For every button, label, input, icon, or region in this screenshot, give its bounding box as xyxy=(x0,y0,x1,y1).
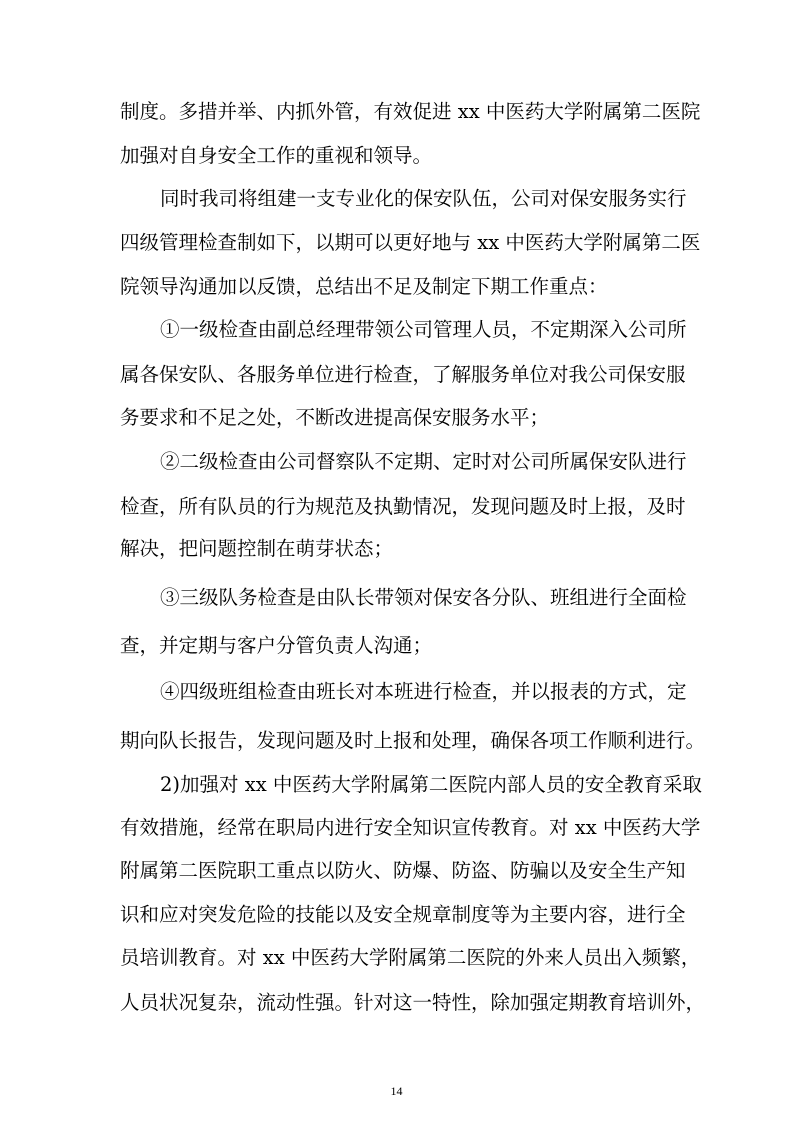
text-line: 院领导沟通加以反馈，总结出不足及制定下期工作重点： xyxy=(120,275,608,298)
text-line: 查，并定期与客户分管负责人沟通； xyxy=(120,634,433,657)
text-line: 制度。多措并举、内抓外管，有效促进 xx 中医药大学附属第二医院 xyxy=(120,100,701,123)
text-line: 加强对自身安全工作的重视和领导。 xyxy=(120,144,433,167)
text-line: ②二级检查由公司督察队不定期、定时对公司所属保安队进行 xyxy=(160,450,687,473)
text-line: 属各保安队、各服务单位进行检查，了解服务单位对我公司保安服 xyxy=(120,363,686,386)
text-line: 人员状况复杂，流动性强。针对这一特性，除加强定期教育培训外， xyxy=(120,991,706,1014)
text-line: 解决，把问题控制在萌芽状态； xyxy=(120,537,394,560)
text-line: 同时我司将组建一支专业化的保安队伍，公司对保安服务实行 xyxy=(160,187,687,210)
text-line: 附属第二医院职工重点以防火、防爆、防盗、防骗以及安全生产知 xyxy=(120,859,686,882)
text-line: ①一级检查由副总经理带领公司管理人员，不定期深入公司所 xyxy=(160,318,687,341)
text-line: 员培训教育。对 xx 中医药大学附属第二医院的外来人员出入频繁， xyxy=(120,946,701,969)
text-line: 四级管理检查制如下，以期可以更好地与 xx 中医药大学附属第二医 xyxy=(120,231,701,254)
text-line: 有效措施，经常在职局内进行安全知识宣传教育。对 xx 中医药大学 xyxy=(120,816,701,839)
text-line: 检查，所有队员的行为规范及执勤情况，发现问题及时上报，及时 xyxy=(120,495,686,518)
text-line: ④四级班组检查由班长对本班进行检查，并以报表的方式，定 xyxy=(160,680,687,703)
text-line: ③三级队务检查是由队长带领对保安各分队、班组进行全面检 xyxy=(160,586,687,609)
page-number: 14 xyxy=(390,1084,403,1098)
text-line: 识和应对突发危险的技能以及安全规章制度等为主要内容，进行全 xyxy=(120,903,686,926)
text-line: 2)加强对 xx 中医药大学附属第二医院内部人员的安全教育采取 xyxy=(160,773,702,796)
text-line: 务要求和不足之处，不断改进提高保安服务水平； xyxy=(120,406,550,429)
text-line: 期向队长报告，发现问题及时上报和处理，确保各项工作顺利进行。 xyxy=(120,729,706,752)
